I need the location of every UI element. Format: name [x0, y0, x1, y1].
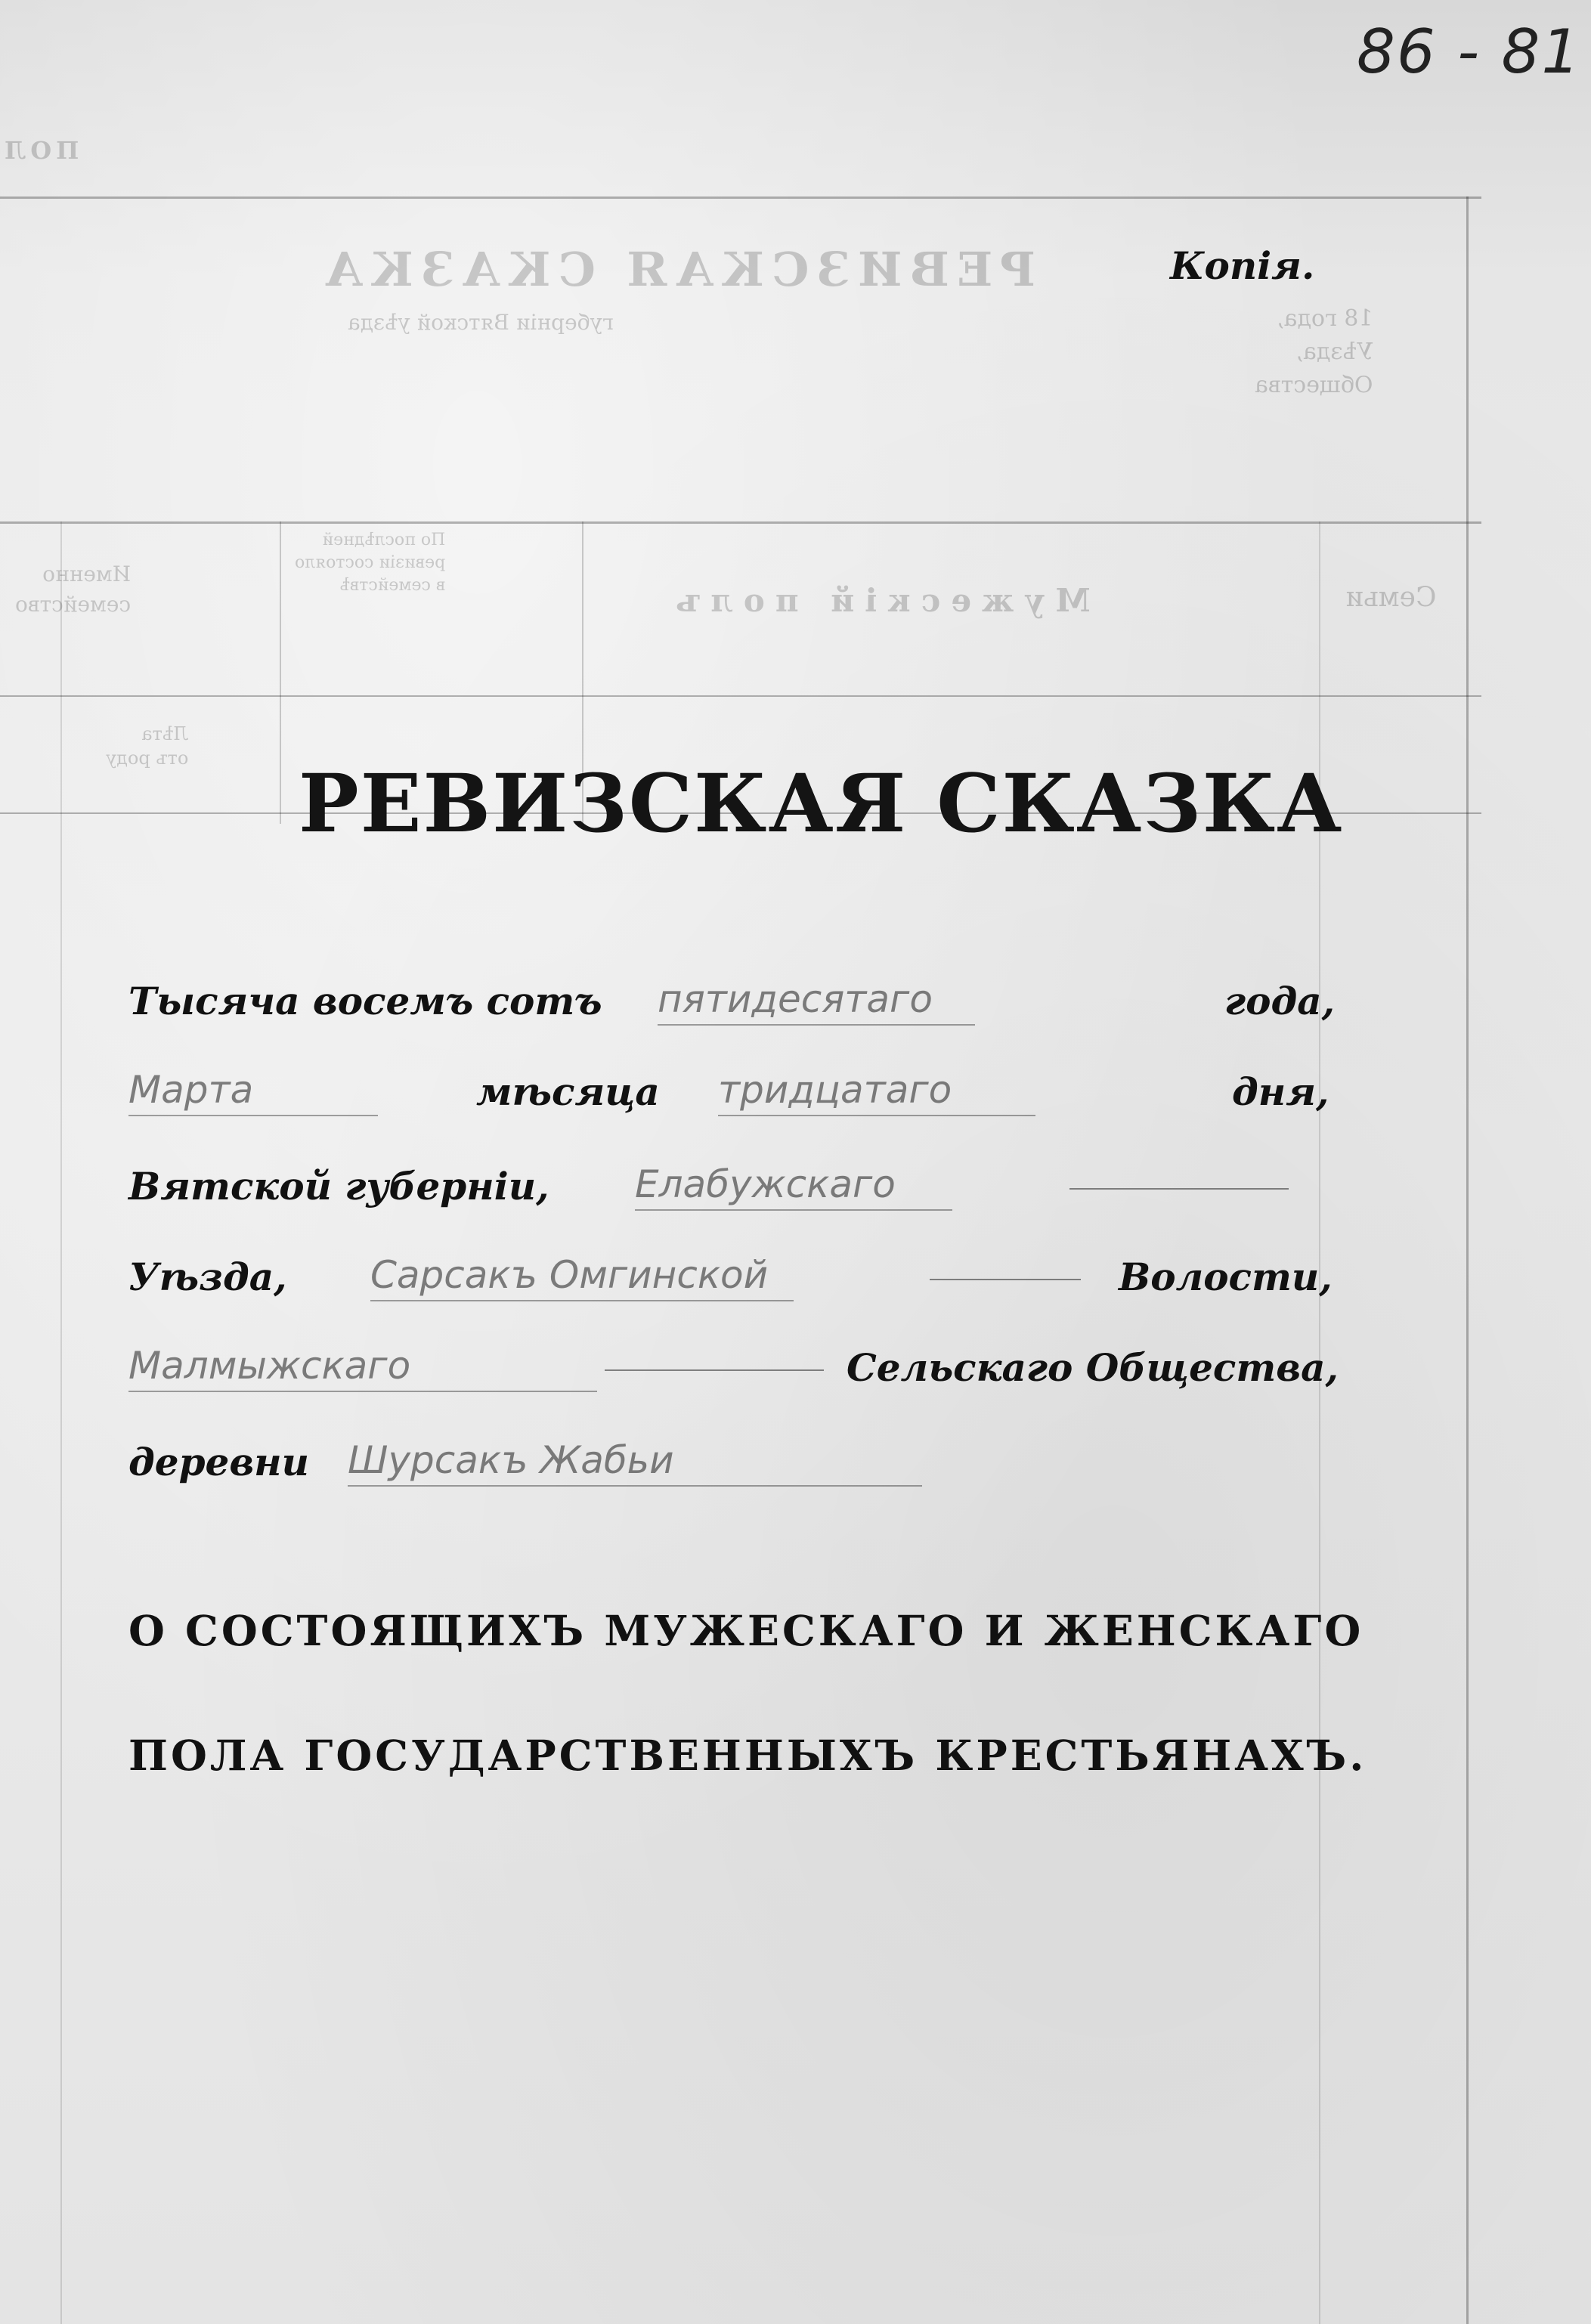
handwritten-volost: Сарсакъ Омгинской	[370, 1253, 794, 1301]
bleed-through-column-head-2: Семьи	[1345, 582, 1437, 613]
subtitle-line-2: ПОЛА ГОСУДАРСТВЕННЫХЪ КРЕСТЬЯНАХЪ.	[128, 1731, 1367, 1780]
handwritten-district: Елабужскаго	[635, 1162, 952, 1211]
bleed-through-subtitle: губерніи Вятской уѣзда	[348, 310, 614, 335]
bleed-through-small: По послѣдней ревизіи состояло в семействѣ	[295, 531, 446, 595]
volost-label: Волости,	[1119, 1255, 1333, 1299]
document-title: РЕВИЗСКАЯ СКАЗКА	[299, 756, 1344, 850]
month-label: мѣсяца	[476, 1069, 660, 1114]
page-number: 86 - 81	[1357, 17, 1582, 87]
bleed-through-column: Именно семейство	[15, 562, 132, 617]
form-line-year	[128, 979, 1338, 1047]
village-label: деревни	[128, 1440, 309, 1484]
copy-label: Копія.	[1170, 243, 1315, 288]
bleed-through-title: РЕВИЗСКАЯ СКАЗКА	[317, 242, 1035, 297]
form-line-village	[128, 1440, 1338, 1508]
form-line-society	[128, 1345, 1338, 1413]
handwritten-day: тридцатаго	[718, 1068, 1035, 1116]
subtitle-line-1: О СОСТОЯЩИХЪ МУЖЕСКАГО И ЖЕНСКАГО	[128, 1606, 1364, 1655]
handwritten-village: Шурсакъ Жабьи	[348, 1438, 922, 1487]
ruling-line	[1466, 197, 1469, 2324]
handwritten-month: Марта	[128, 1068, 378, 1116]
handwritten-year: пятидесятаго	[658, 977, 975, 1026]
blank-line	[1069, 1188, 1289, 1190]
society-label: Сельскаго Общества,	[847, 1345, 1339, 1390]
ruling-line	[0, 197, 1481, 199]
day-label: дня,	[1232, 1069, 1329, 1114]
form-line-province	[128, 1164, 1338, 1232]
province-label: Вятской губерніи,	[128, 1164, 549, 1208]
bleed-through-header: ПОЛ	[0, 136, 79, 165]
year-suffix-label: года,	[1224, 979, 1336, 1023]
handwritten-society: Малмыжскаго	[128, 1344, 597, 1392]
ruling-line	[0, 521, 1481, 524]
bleed-through-side: 18 года, Уѣзда, Общества	[1255, 305, 1373, 398]
ruling-line	[0, 695, 1481, 697]
ruling-line	[280, 521, 281, 824]
bleed-through-small-2: Лѣта отъ роду	[106, 723, 189, 769]
form-line-uezd	[128, 1255, 1338, 1323]
form-line-month	[128, 1069, 1338, 1137]
blank-line	[930, 1279, 1081, 1280]
blank-line	[605, 1369, 824, 1371]
ruling-line	[60, 521, 62, 2324]
year-label: Тысяча восемъ сотъ	[128, 979, 602, 1023]
uezd-label: Уѣзда,	[128, 1255, 287, 1299]
bleed-through-column-head: Мужескій полъ	[665, 582, 1091, 619]
